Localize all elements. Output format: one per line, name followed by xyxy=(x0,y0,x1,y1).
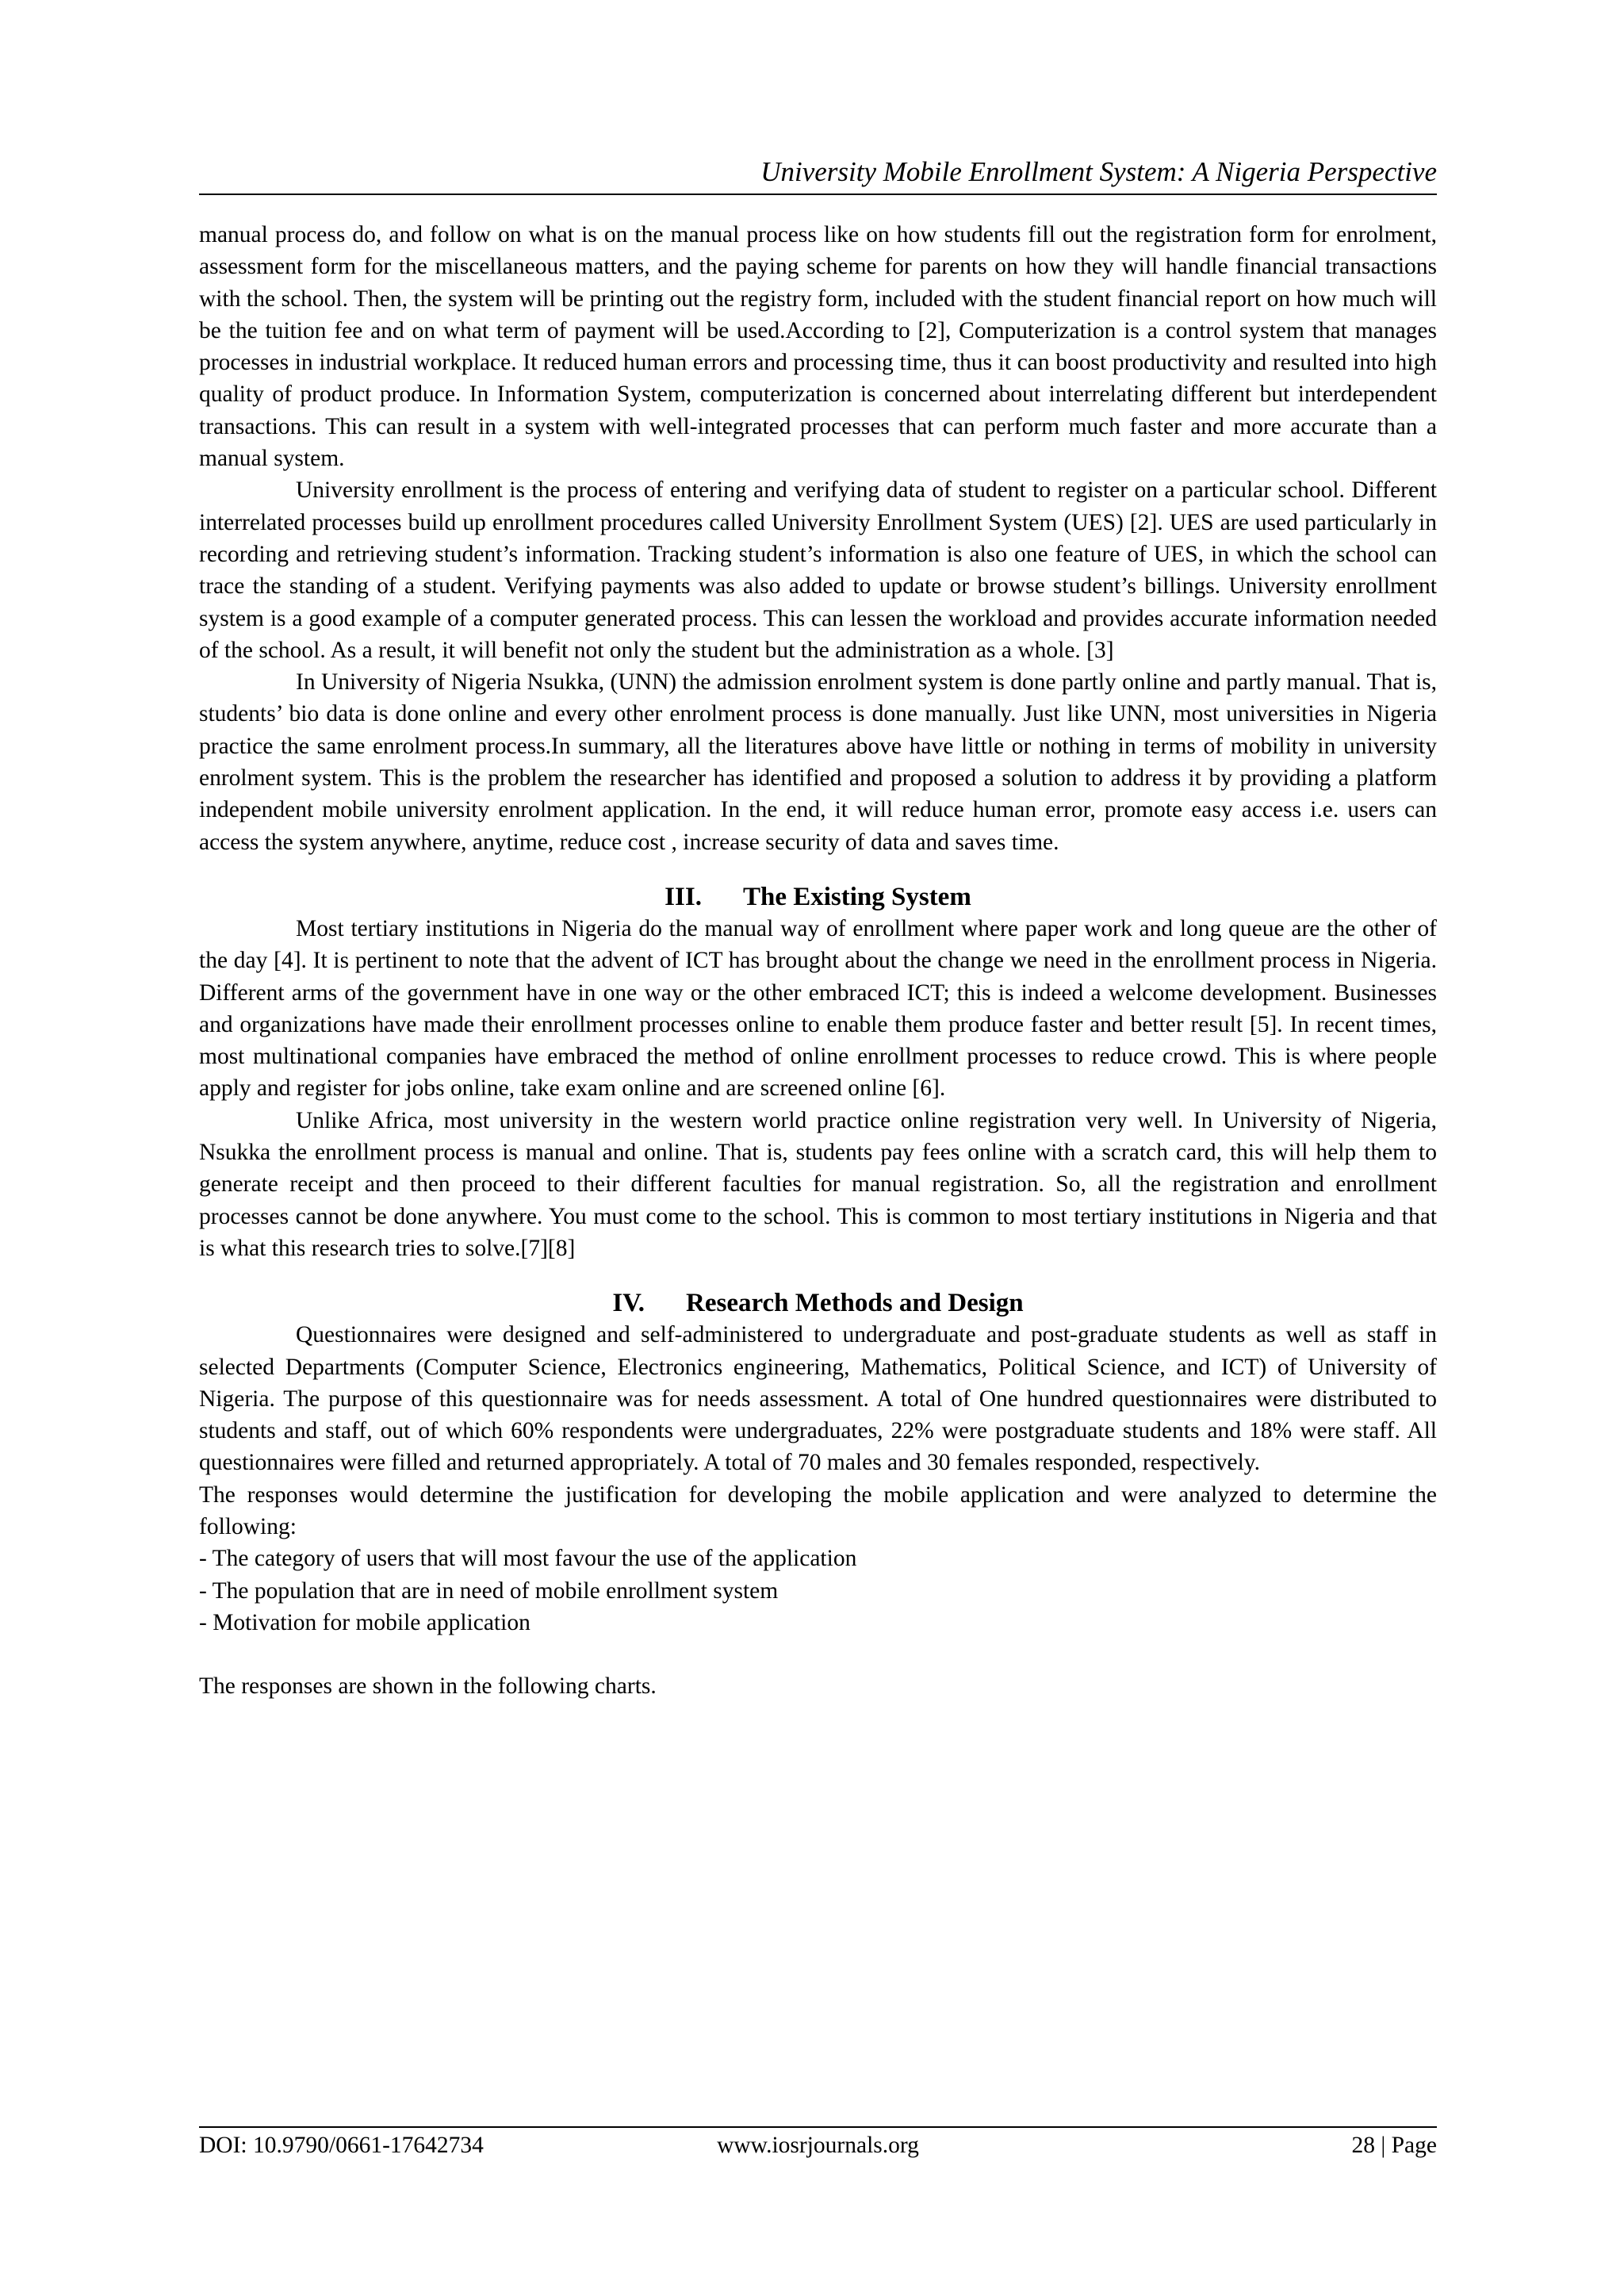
paragraph-charts-intro: The responses are shown in the following charts. xyxy=(199,1673,657,1700)
paragraph-responses-justification: The responses would determine the justification for developing the mobile application and were analyzed to determine the following: xyxy=(199,1481,1437,1539)
spacer xyxy=(199,1264,1437,1287)
footer-rule xyxy=(199,2126,1437,2128)
running-header-title: University Mobile Enrollment System: A Nigeria Perspective xyxy=(760,156,1437,187)
paragraph-western-world: Unlike Africa, most university in the western world practice online registration very well. In University of Nigeria, Nsukka the enrollment process is manual and online. That is, students pay fees online with a scratch card, this will help them to generate receipt and then proceed to their different faculties for manual registration. So, all the registration and enrollment processes cannot be done anywhere. You must come to the school. This is common to most tertiary institutions in Nigeria and that is what this research tries to solve.[7][8] xyxy=(199,1107,1437,1261)
footer-doi: DOI: 10.9790/0661-17642734 xyxy=(199,2133,484,2158)
list-item: - Motivation for mobile application xyxy=(199,1609,530,1635)
header-rule xyxy=(199,194,1437,195)
section-heading-existing-system xyxy=(199,881,1437,913)
paragraph-existing-system: Most tertiary institutions in Nigeria do the manual way of enrollment where paper work and long queue are the other of the day [4]. It is pertinent to note that the advent of ICT has brought about the change we need in the enrollment process in Nigeria. Different arms of the government have in one way or the other embraced ICT; this is indeed a welcome development. Businesses and organizations have made their enrollment processes online to enable them produce faster and better result [5]. In recent times, most multinational companies have embraced the method of online enrollment processes to reduce crowd. This is where people apply and register for jobs online, take exam online and are screened online [6]. xyxy=(199,915,1437,1102)
paper-page xyxy=(199,0,1437,2296)
paragraph-unn-enrolment: In University of Nigeria Nsukka, (UNN) the admission enrolment system is done partly online and partly manual. That is, students’ bio data is done online and every other enrolment process is done manually. Just like UNN, most universities in Nigeria practice the same enrolment process.In summary, all the literatures above have little or nothing in terms of mobility in university enrolment system. This is the problem the researcher has identified and proposed a solution to address it by providing a platform independent mobile university enrolment application. In the end, it will reduce human error, promote easy access i.e. users can access the system anywhere, anytime, reduce cost , increase security of data and saves time. xyxy=(199,669,1437,855)
spacer xyxy=(199,858,1437,881)
spacer xyxy=(199,1639,1437,1670)
paragraph-university-enrollment: University enrollment is the process of entering and verifying data of student to register on a particular school. Different interrelated processes build up enrollment procedures called University Enrollment System (UES) [2]. UES are used particularly in recording and retrieving student’s information. Tracking student’s information is also one feature of UES, in which the school can trace the standing of a student. Verifying payments was also added to update or browse student’s billings. University enrollment system is a good example of a computer generated process. This can lessen the workload and provides accurate information needed of the school. As a result, it will benefit not only the student but the administration as a whole. [3] xyxy=(199,477,1437,663)
section-number: III. xyxy=(665,882,702,911)
section-title: Research Methods and Design xyxy=(686,1289,1024,1318)
section-title: The Existing System xyxy=(742,882,971,911)
list-item: - The population that are in need of mobile enrollment system xyxy=(199,1577,779,1604)
body-text xyxy=(199,219,1437,1702)
paragraph-questionnaires: Questionnaires were designed and self-administered to undergraduate and post-graduate students as well as staff in selected Departments (Computer Science, Electronics engineering, Mathematics, Political Science, and ICT) of University of Nigeria. The purpose of this questionnaire was for needs assessment. A total of One hundred questionnaires were distributed to students and staff, out of which 60% respondents were undergraduates, 22% were postgraduate students and 18% were staff. All questionnaires were filled and returned appropriately. A total of 70 males and 30 females responded, respectively. xyxy=(199,1322,1437,1476)
footer-page-number: 28 | Page xyxy=(1351,2133,1437,2158)
section-heading-research-methods xyxy=(199,1287,1437,1319)
footer-website: www.iosrjournals.org xyxy=(717,2133,919,2158)
list-item: - The category of users that will most favour the use of the application xyxy=(199,1546,857,1572)
paragraph-computerization: manual process do, and follow on what is on the manual process like on how students fill out the registration form for enrolment, assessment form for the miscellaneous matters, and the paying scheme for parents on how they will handle financial transactions with the school. Then, the system will be printing out the registry form, included with the student financial report on how much will be the tuition fee and on what term of payment will be used.According to [2], Computerization is a control system that manages processes in industrial workplace. It reduced human errors and processing time, thus it can boost productivity and resulted into high quality of product produce. In Information System, computerization is concerned about interrelating different but interdependent transactions. This can result in a system with well-integrated processes that can perform much faster and more accurate than a manual system. xyxy=(199,222,1437,472)
page-footer xyxy=(199,2129,1437,2161)
section-number: IV. xyxy=(612,1289,645,1318)
